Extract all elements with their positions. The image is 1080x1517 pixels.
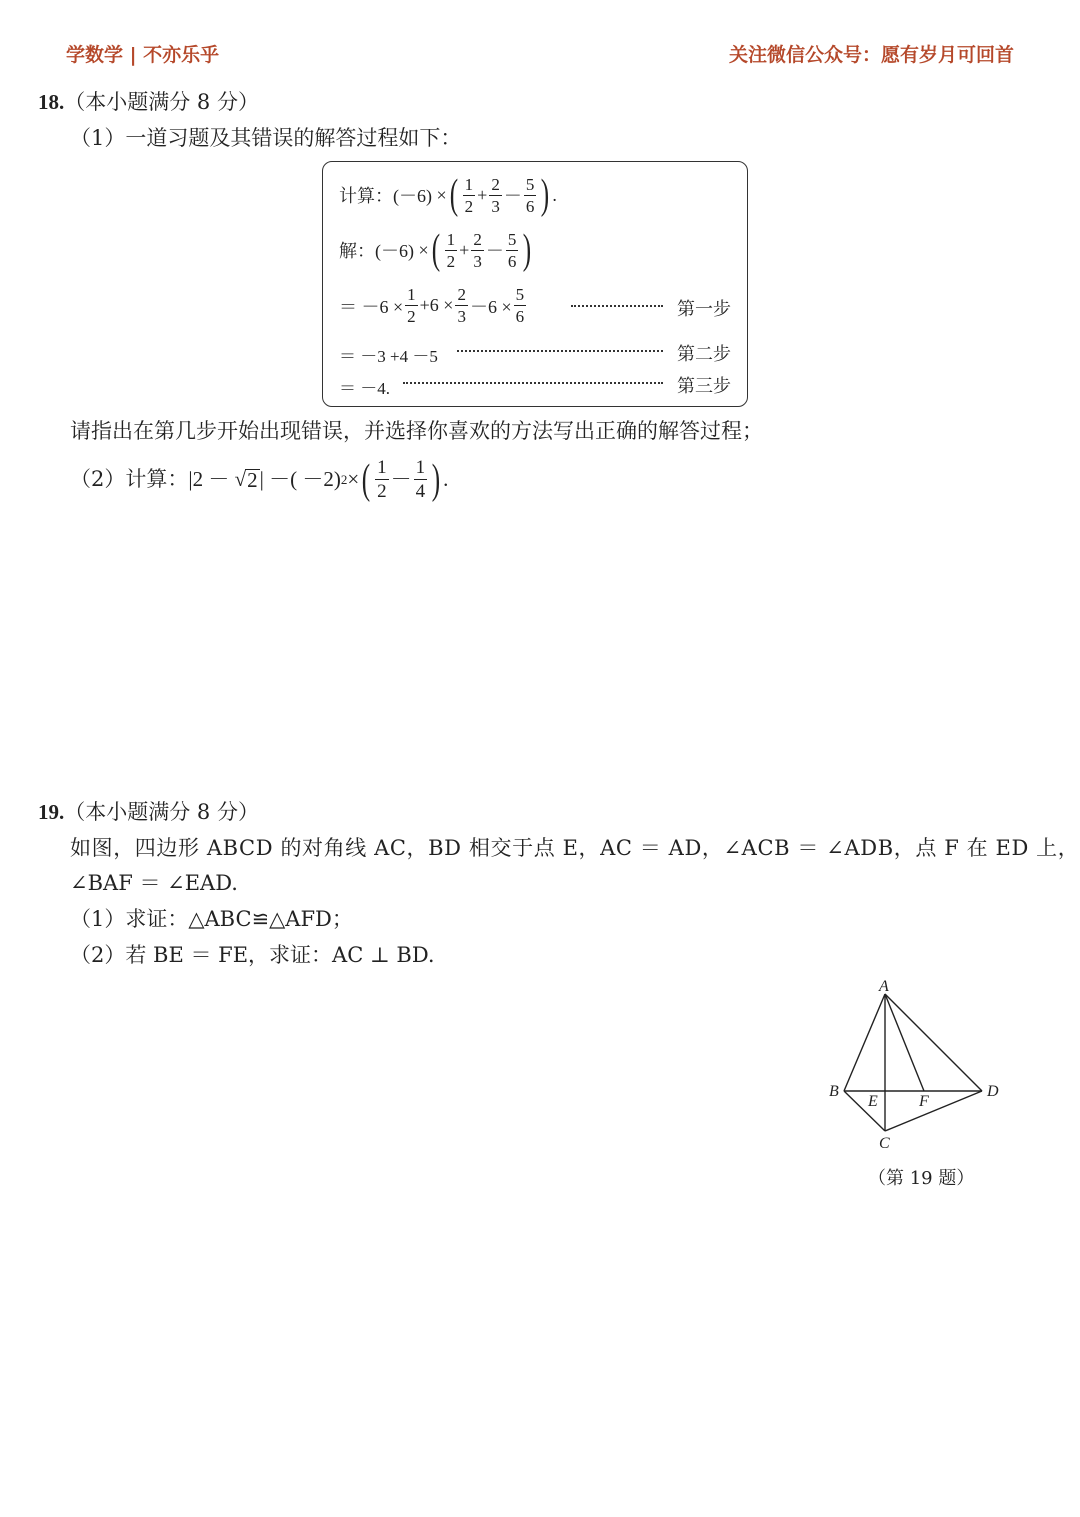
end-dot: . [552,184,557,205]
box-step2-expr: ＝ －3 +4 －5 [339,347,438,366]
frac-5-6 [514,286,527,325]
frac-1-4 [414,458,428,501]
paren-open: ( [431,227,440,273]
q19-heading [38,802,259,823]
frac-den: 6 [525,196,535,216]
label-f: F [919,1093,929,1110]
exponent: 2 [340,472,348,487]
label-b: B [829,1083,839,1100]
frac-den: 2 [377,481,387,502]
sqrt-radicand: 2 [247,467,258,492]
frac-2-3 [471,231,484,270]
box-solve-line [339,229,534,271]
neg6: (－6) [393,186,432,206]
solve-label: 解： [339,241,375,262]
frac-den: 6 [515,307,525,326]
q19-stem-line1: 如图，四边形 ABCD 的对角线 AC，BD 相交于点 E，AC ＝ AD，∠ACB ＝ ∠ADB，点 F 在 ED 上， [70,836,1080,860]
minus: － [503,186,522,206]
times: × [418,239,429,260]
dot-leader-3 [403,382,663,384]
step1-part-b: +6 × [419,295,454,315]
header-right-brand: 关注微信公众号：愿有岁月可回首 [728,44,1014,66]
label-c: C [879,1135,890,1152]
step1-part-a: ＝ －6 × [339,296,404,317]
paren-close: ) [523,227,532,273]
segment-ab [844,994,885,1091]
paren-close: ) [541,172,550,218]
part2-label: （2）计算： [70,467,189,491]
plus: + [477,184,488,205]
frac-num: 2 [491,174,500,194]
frac-den: 2 [407,307,416,326]
step-2-label: 第二步 [677,344,731,365]
step-1-label: 第一步 [677,299,731,320]
frac-1-2 [375,458,389,501]
solution-box [322,161,748,407]
dot-leader-2 [457,350,663,352]
plus: + [459,239,470,260]
box-step1-expr [339,286,528,325]
frac-num: 5 [525,174,535,194]
frac-num: 2 [473,229,482,249]
frac-den: 3 [491,196,500,216]
frac-den: 3 [457,307,466,326]
frac-num: 5 [507,229,517,249]
frac-5-6 [524,176,537,215]
frac-num: 2 [457,285,466,304]
q19-stem-line2: ∠BAF ＝ ∠EAD. [70,871,238,895]
frac-num: 5 [515,285,525,304]
q19-part1: （1）求证：△ABC≌△AFD； [70,907,353,931]
frac-den: 6 [507,251,517,271]
segment-bc [844,1091,885,1131]
part2-abs-a: |2 － [188,467,230,491]
box-calc-line [339,174,557,216]
q18-instruction: 请指出在第几步开始出现错误，并选择你喜欢的方法写出正确的解答过程； [70,419,763,443]
header-left-brand: 学数学 | 不亦乐乎 [66,44,220,66]
frac-2-3 [455,286,468,325]
box-step3-expr: ＝ －4. [339,379,390,398]
label-a: A [879,978,889,995]
q19-part2: （2）若 BE ＝ FE，求证：AC ⊥ BD. [70,943,435,967]
segment-ad [885,994,982,1091]
frac-den: 2 [446,251,456,271]
frac-1-2 [445,231,458,270]
frac-5-6 [506,231,519,270]
q18-heading [38,92,259,113]
frac-1-2 [463,176,476,215]
frac-num: 1 [446,229,456,249]
q19-number: 19. [38,800,65,824]
q19-figure [820,976,1010,1156]
paren-close: ) [431,456,441,503]
q19-score: （本小题满分 8 分） [64,800,259,824]
frac-num: 1 [377,457,387,478]
paren-open: ( [361,456,371,503]
frac-num: 1 [407,285,416,304]
step1-part-c: －6 × [469,296,512,317]
times: × [347,467,360,491]
times: × [436,184,447,205]
label-e: E [868,1093,878,1110]
part2-abs-b: | －( －2) [259,467,341,491]
calc-label: 计算： [339,186,393,207]
sqrt-sign: √ [229,467,247,491]
segment-cd [885,1091,982,1131]
q18-part1-intro: （1）一道习题及其错误的解答过程如下： [70,126,462,150]
minus: － [485,241,504,261]
q18-number: 18. [38,90,65,114]
step-3-label: 第三步 [677,376,731,397]
neg6: (－6) [375,241,414,261]
frac-den: 2 [464,196,474,216]
segment-af [885,994,924,1091]
paren-open: ( [449,172,458,218]
frac-den: 3 [473,251,482,271]
frac-2-3 [489,176,502,215]
q18-part2 [70,458,448,501]
frac-1-2 [405,286,418,325]
frac-den: 4 [415,481,426,502]
dot-leader-1 [571,305,663,307]
figure-caption: （第 19 题） [868,1168,975,1189]
frac-num: 1 [415,457,426,478]
label-d: D [987,1083,999,1100]
q18-score: （本小题满分 8 分） [64,90,259,114]
minus: － [390,467,412,491]
end-dot: . [443,467,449,491]
frac-num: 1 [464,174,474,194]
